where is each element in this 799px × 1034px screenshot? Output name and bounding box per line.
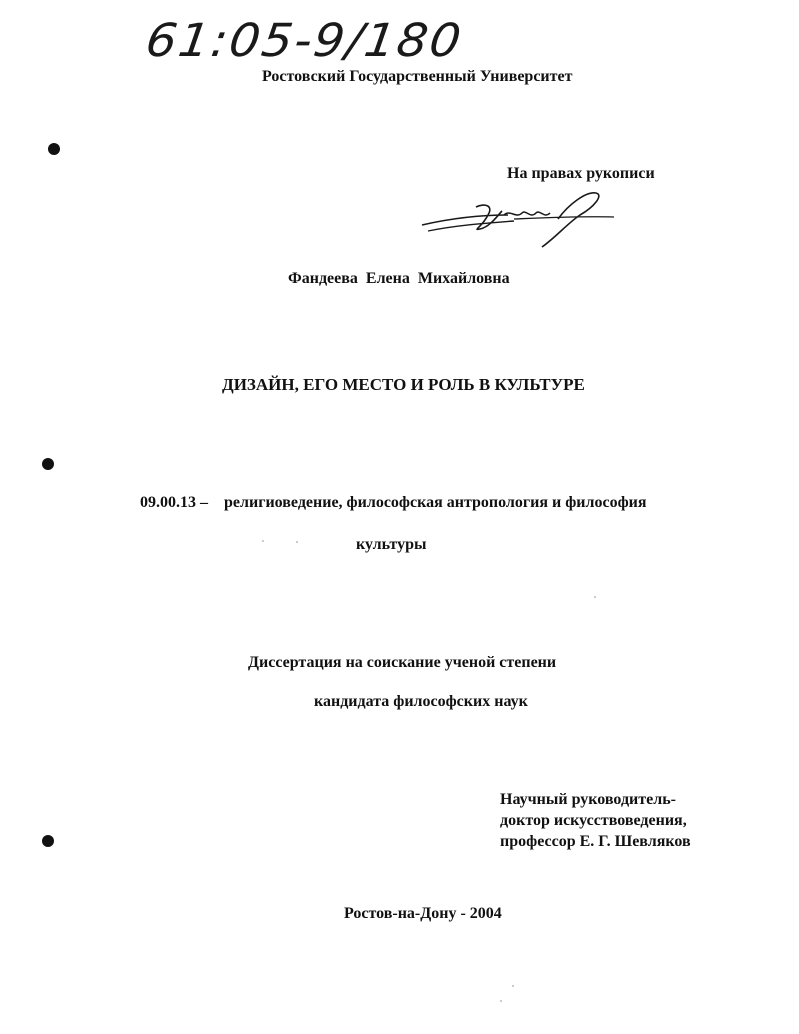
scan-speck — [262, 540, 264, 542]
binding-hole-mark — [42, 458, 54, 470]
advisor-line2: доктор искусствоведения, — [500, 812, 687, 829]
scan-speck — [512, 985, 514, 987]
university-name: Ростовский Государственный Университет — [262, 68, 573, 85]
signature-image — [418, 185, 618, 251]
binding-hole-mark — [48, 143, 60, 155]
specialty-code: 09.00.13 – — [140, 494, 208, 511]
advisor-line3: профессор Е. Г. Шевляков — [500, 833, 691, 850]
city-year: Ростов-на-Дону - 2004 — [344, 905, 502, 922]
scan-speck — [594, 596, 596, 598]
dissertation-line1: Диссертация на соискание ученой степени — [248, 654, 557, 671]
binding-hole-mark — [42, 835, 54, 847]
specialty-name-line1: религиоведение, философская антропология и философия — [224, 494, 647, 511]
dissertation-line2: кандидата философских наук — [314, 693, 528, 710]
scan-speck — [296, 541, 298, 543]
advisor-line1: Научный руководитель- — [500, 791, 676, 808]
thesis-title: ДИЗАЙН, ЕГО МЕСТО И РОЛЬ В КУЛЬТУРЕ — [222, 375, 585, 394]
specialty-name-line2: культуры — [356, 536, 427, 553]
archive-number-handwritten: 61:05-9/180 — [142, 14, 466, 68]
manuscript-note: На правах рукописи — [507, 165, 655, 182]
scan-speck — [500, 1000, 502, 1002]
author-name: Фандеева Елена Михайловна — [288, 270, 510, 287]
